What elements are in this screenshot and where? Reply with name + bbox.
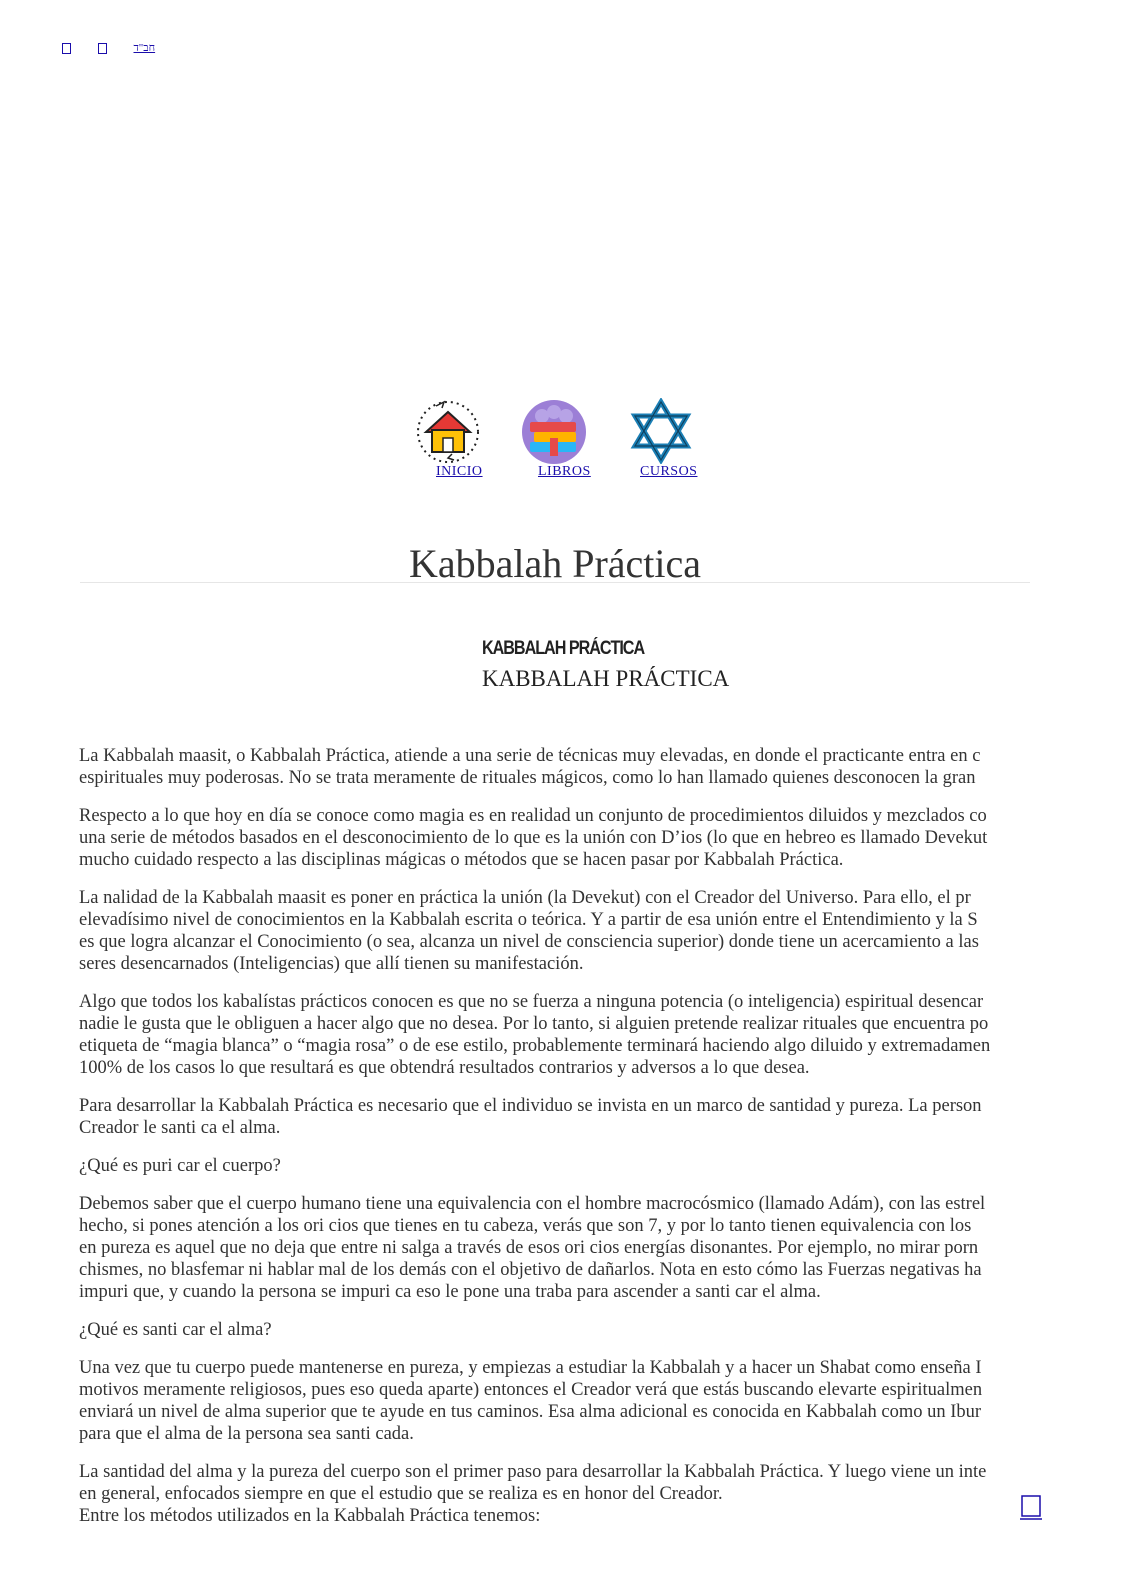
nav-item-inicio[interactable] bbox=[414, 400, 484, 490]
image-heading: KABBALAH PRÁCTICA bbox=[482, 638, 645, 659]
paragraph-line: Algo que todos los kabalístas prácticos conocen es que no se fuerza a ninguna potencia (o inteligencia) espiritual desencar bbox=[79, 992, 984, 1012]
paragraph bbox=[79, 991, 1123, 1079]
paragraph bbox=[79, 1155, 1123, 1177]
paragraph-line: enviará un nivel de alma superior que te ayude en tus caminos. Esa alma adicional es conocida en Kabbalah como un Ibur bbox=[79, 1402, 982, 1422]
missing-glyph-icon bbox=[62, 43, 71, 54]
nav-label-inicio[interactable]: INICIO bbox=[436, 464, 483, 479]
paragraph bbox=[79, 805, 1123, 871]
paragraph-line: espirituales muy poderosas. No se trata meramente de rituales mágicos, como lo han llamado quienes desconocen la gran bbox=[79, 768, 976, 788]
nav-item-libros[interactable] bbox=[520, 400, 590, 490]
scroll-top-button[interactable] bbox=[1020, 1494, 1042, 1520]
paragraph-line: Para desarrollar la Kabbalah Práctica es necesario que el individuo se invista en un marco de santidad y pureza. La person bbox=[79, 1096, 982, 1116]
paragraph-line: La santidad del alma y la pureza del cuerpo son el primer paso para desarrollar la Kabbalah Práctica. Y luego viene un inte bbox=[79, 1462, 987, 1482]
paragraph-line: es que logra alcanzar el Conocimiento (o sea, alcanza un nivel de consciencia superior) donde tiene un acercamiento a las bbox=[79, 932, 979, 952]
language-link[interactable]: חב"ד bbox=[133, 42, 156, 54]
top-link-2[interactable] bbox=[98, 42, 107, 54]
paragraph-line: ¿Qué es santi car el alma? bbox=[79, 1320, 272, 1340]
paragraph-line: chismes, no blasfemar ni hablar mal de los demás con el objetivo de dañarlos. Nota en esto cómo las Fuerzas negativas ha bbox=[79, 1260, 982, 1280]
home-icon bbox=[414, 400, 482, 464]
paragraph bbox=[79, 1319, 1123, 1341]
paragraph bbox=[79, 1095, 1123, 1139]
books-icon bbox=[520, 398, 588, 464]
paragraph-line: La nalidad de la Kabbalah maasit es poner en práctica la unión (la Devekut) con el Creador del Universo. Para ello, el pr bbox=[79, 888, 971, 908]
nav-label-cursos[interactable]: CURSOS bbox=[640, 464, 698, 479]
paragraph-line: Respecto a lo que hoy en día se conoce como magia es en realidad un conjunto de procedimientos diluidos y mezclados co bbox=[79, 806, 987, 826]
paragraph-line: una serie de métodos basados en el desconocimiento de lo que es la unión con D’ios (lo que en hebreo es llamado Devekut bbox=[79, 828, 988, 848]
paragraph-line: etiqueta de “magia blanca” o “magia rosa” o de ese estilo, probablemente terminará haciendo algo diluido y extremadamen bbox=[79, 1036, 991, 1056]
paragraph-line: ¿Qué es puri car el cuerpo? bbox=[79, 1156, 281, 1176]
paragraph-line: en general, enfocados siempre en que el estudio que se realiza es en honor del Creador. bbox=[79, 1484, 723, 1504]
paragraph-line: 100% de los casos lo que resultará es que obtendrá resultados contrarios y adversos a lo que desea. bbox=[79, 1058, 810, 1078]
paragraph-line: motivos meramente religiosos, pues eso queda aparte) entonces el Creador verá que estás buscando elevarte espiritualmen bbox=[79, 1380, 983, 1400]
article-body bbox=[79, 745, 1123, 1543]
star-of-david-icon bbox=[630, 398, 692, 464]
paragraph-line: Entre los métodos utilizados en la Kabbalah Práctica tenemos: bbox=[79, 1506, 541, 1526]
paragraph-line: Una vez que tu cuerpo puede mantenerse en pureza, y empiezas a estudiar la Kabbalah y a hacer un Shabat como enseña I bbox=[79, 1358, 982, 1378]
page-title: Kabbalah Práctica bbox=[408, 541, 702, 586]
paragraph-line: para que el alma de la persona sea santi cada. bbox=[79, 1424, 414, 1444]
paragraph-line: seres desencarnados (Inteligencias) que allí tienen su manifestación. bbox=[79, 954, 584, 974]
paragraph bbox=[79, 1461, 1123, 1527]
paragraph-line: mucho cuidado respecto a las disciplinas mágicas o métodos que se hacen pasar por Kabbalah Práctica. bbox=[79, 850, 844, 870]
paragraph-line: Creador le santi ca el alma. bbox=[79, 1118, 281, 1138]
paragraph-line: impuri que, y cuando la persona se impuri ca eso le pone una traba para ascender a santi car el alma. bbox=[79, 1282, 821, 1302]
title-divider bbox=[80, 582, 1030, 583]
subheading: KABBALAH PRÁCTICA bbox=[482, 666, 730, 691]
paragraph-line: Debemos saber que el cuerpo humano tiene una equivalencia con el hombre macrocósmico (llamado Adám), con las estrel bbox=[79, 1194, 986, 1214]
nav-item-cursos[interactable] bbox=[630, 400, 700, 490]
top-links bbox=[62, 42, 179, 54]
missing-glyph-icon bbox=[98, 43, 107, 54]
paragraph bbox=[79, 745, 1123, 789]
missing-glyph-icon bbox=[1020, 1494, 1042, 1520]
paragraph-line: hecho, si pones atención a los ori cios que tienes en tu cabeza, verás que son 7, y por lo tanto tienen equivalencia con los bbox=[79, 1216, 972, 1236]
paragraph-line: nadie le gusta que le obliguen a hacer algo que no desea. Por lo tanto, si alguien pretende realizar rituales que encuentra po bbox=[79, 1014, 989, 1034]
paragraph-line: en pureza es aquel que no deja que entre ni salga a través de esos ori cios energías disonantes. Por ejemplo, no mirar porn bbox=[79, 1238, 979, 1258]
paragraph bbox=[79, 887, 1123, 975]
top-link-1[interactable] bbox=[62, 42, 71, 54]
paragraph-line: elevadísimo nivel de conocimientos en la Kabbalah escrita o teórica. Y a partir de esa unión entre el Entendimiento y la S bbox=[79, 910, 978, 930]
paragraph bbox=[79, 1193, 1123, 1303]
nav-label-libros[interactable]: LIBROS bbox=[538, 464, 591, 479]
paragraph-line: La Kabbalah maasit, o Kabbalah Práctica, atiende a una serie de técnicas muy elevadas, en donde el practicante entra en c bbox=[79, 746, 981, 766]
paragraph bbox=[79, 1357, 1123, 1445]
